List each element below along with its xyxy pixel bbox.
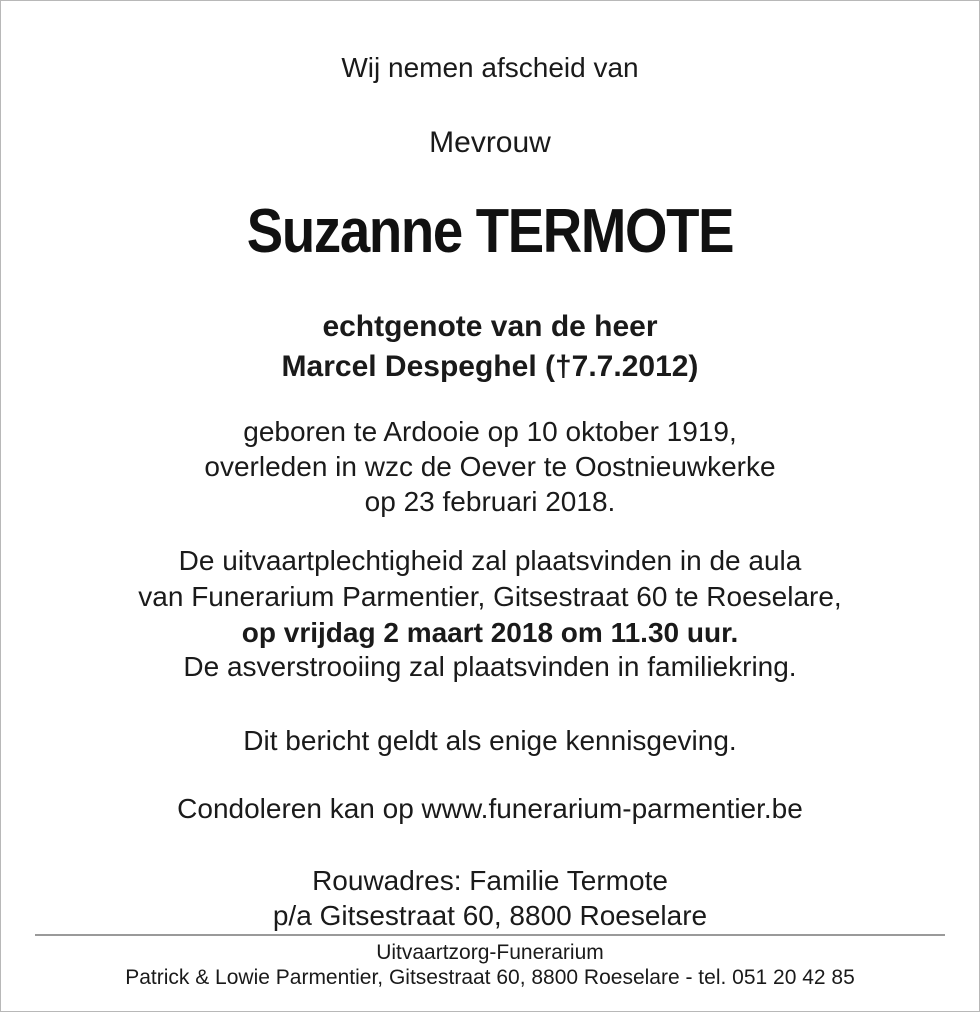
condolence-text: Condoleren kan op www.funerarium-parmentier.be — [177, 793, 803, 824]
intro-text: Wij nemen afscheid van — [341, 52, 639, 83]
spouse-line-2: Marcel Despeghel (†7.7.2012) — [281, 350, 699, 383]
footer-divider — [35, 934, 945, 936]
ceremony-line-2: van Funerarium Parmentier, Gitsestraat 60 te Roeselare, — [138, 581, 842, 612]
mourning-address-line-1: Rouwadres: Familie Termote — [312, 865, 668, 896]
ceremony-line-1: De uitvaartplechtigheid zal plaatsvinden in de aula — [178, 545, 802, 576]
honorific: Mevrouw — [429, 126, 551, 159]
footer-contact: Patrick & Lowie Parmentier, Gitsestraat 60, 8800 Roeselare - tel. 051 20 42 85 — [125, 966, 855, 989]
ceremony-datetime: op vrijdag 2 maart 2018 om 11.30 uur. — [241, 617, 739, 648]
spouse-line-1: echtgenote van de heer — [322, 310, 658, 343]
death-line-2: op 23 februari 2018. — [364, 486, 616, 517]
death-line-1: overleden in wzc de Oever te Oostnieuwkerke — [204, 451, 776, 482]
mourning-address-line-2: p/a Gitsestraat 60, 8800 Roeselare — [272, 900, 708, 931]
birth-line: geboren te Ardooie op 10 oktober 1919, — [243, 416, 737, 447]
deceased-name: Suzanne TERMOTE — [246, 197, 734, 266]
notice-text: Dit bericht geldt als enige kennisgeving. — [243, 725, 737, 756]
footer-company: Uitvaartzorg-Funerarium — [376, 941, 604, 964]
ceremony-line-4: De asverstrooiing zal plaatsvinden in familiekring. — [183, 651, 797, 682]
